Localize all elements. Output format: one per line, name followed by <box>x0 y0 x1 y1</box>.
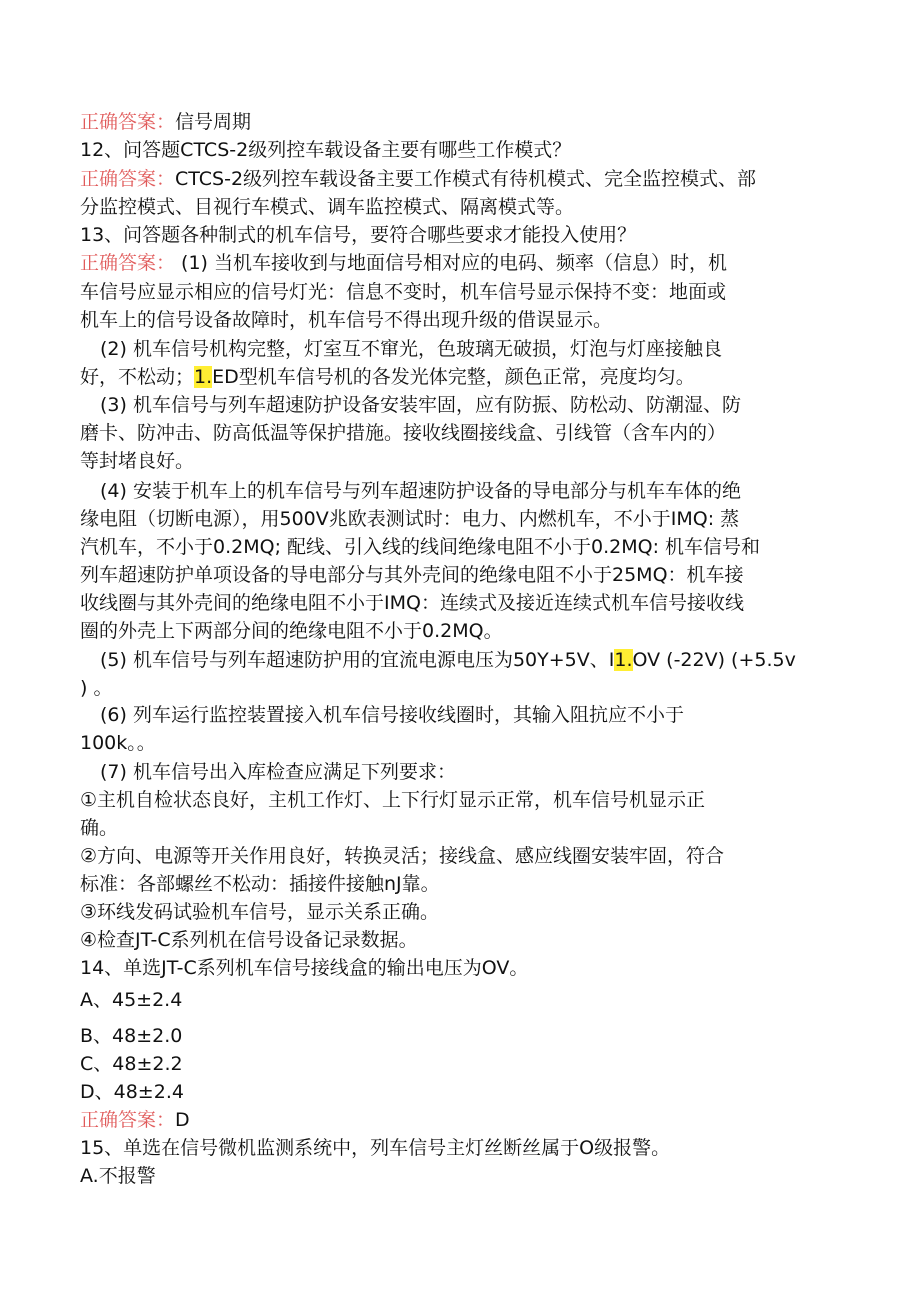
q14-question: 14、单选JT-C系列机车信号接线盒的输出电压为OV。 <box>80 957 529 979</box>
q13-p7-item: ③环线发码试验机车信号，显示关系正确。 <box>80 901 440 923</box>
q13-p4-line: 圈的外壳上下两部分间的绝缘电阻不小于0.2MQ。 <box>80 620 503 642</box>
q11-answer <box>80 108 251 136</box>
text-segment: OV (-22V) (+5.5v <box>632 649 796 671</box>
q13-p4-line: 汽机车，不小于0.2MQ; 配线、引入线的线间绝缘电阻不小于0.2MQ: 机车信号和 <box>80 536 761 558</box>
q13-p7-item: ①主机自检状态良好，主机工作灯、上下行灯显示正常，机车信号机显示正 <box>80 789 706 811</box>
q13-p7-item: ②方向、电源等开关作用良好，转换灵活；接线盒、感应线圈安装牢固，符合 <box>80 845 725 867</box>
q13-p5-line: ) 。 <box>80 677 113 699</box>
q14-option-a: A、45±2.4 <box>80 989 183 1011</box>
text-segment: (5) 机车信号与列车超速防护用的宜流电源电压为50Y+5V、I <box>100 649 615 671</box>
q14-option-c: C、48±2.2 <box>80 1053 183 1075</box>
q14-option-d: D、48±2.4 <box>80 1081 184 1103</box>
q13-p2-line <box>80 363 695 391</box>
text-segment: ED型机车信号机的各发光体完整，颜色正常，亮度均匀。 <box>212 366 695 388</box>
highlighted-text: 1. <box>614 649 633 671</box>
answer-text: (1) 当机车接收到与地面信号相对应的电码、频率（信息）时，机 <box>175 252 728 274</box>
q12-answer-line: 分监控模式、目视行车模式、调车监控模式、隔离模式等。 <box>80 196 575 218</box>
q13-p1-line: 机车上的信号设备故障时，机车信号不得出现升级的借误显示。 <box>80 309 613 331</box>
q13-p1-line: 车信号应显示相应的信号灯光：信息不变时，机车信号显示保持不变：地面或 <box>80 281 727 303</box>
q13-p7-line: (7) 机车信号出入库检查应满足下列要求： <box>100 761 456 783</box>
q13-p4-line: 收线圈与其外壳间的绝缘电阻不小于IMQ：连续式及接近连续式机车信号接收线 <box>80 592 744 614</box>
q13-p4-line: 缘电阻（切断电源），用500V兆欧表测试时：电力、内燃机车，不小于IMQ: 蒸 <box>80 508 740 530</box>
q15-option-a: A.不报警 <box>80 1165 156 1187</box>
q13-question: 13、问答题各种制式的机车信号，要符合哪些要求才能投入使用？ <box>80 224 637 246</box>
q13-p3-line: 磨卡、防冲击、防高低温等保护措施。接收线圈接线盒、引线管（含车内的） <box>80 422 727 444</box>
q12-answer <box>80 165 756 193</box>
answer-label: 正确答案： <box>80 252 176 274</box>
answer-text: D <box>175 1109 190 1131</box>
answer-label: 正确答案： <box>80 111 176 133</box>
q15-question: 15、单选在信号微机监测系统中，列车信号主灯丝断丝属于O级报警。 <box>80 1137 671 1159</box>
highlighted-text: 1. <box>194 366 213 388</box>
q13-p2-line: (2) 机车信号机构完整，灯室互不窜光，色玻璃无破损，灯泡与灯座接触良 <box>100 338 722 360</box>
q13-p6-line: (6) 列车运行监控装置接入机车信号接收线圈时，其输入阻抗应不小于 <box>100 704 684 726</box>
q13-p7-item: 标准：各部螺丝不松动：插接件接触nJ靠。 <box>80 873 440 895</box>
text-segment: 好，不松动； <box>80 366 195 388</box>
q13-p3-line: 等封堵良好。 <box>80 450 195 472</box>
q13-p3-line: (3) 机车信号与列车超速防护设备安装牢固，应有防振、防松动、防潮湿、防 <box>100 394 741 416</box>
q13-p7-item: 确。 <box>80 817 119 839</box>
q13-p4-line: (4) 安装于机车上的机车信号与列车超速防护设备的导电部分与机车车体的绝 <box>100 480 741 502</box>
answer-text: 信号周期 <box>175 111 252 133</box>
q12-question: 12、问答题CTCS-2级列控车载设备主要有哪些工作模式？ <box>80 139 572 161</box>
q13-answer <box>80 249 727 277</box>
q13-p5-line <box>100 646 796 674</box>
q13-p6-line: 100k。。 <box>80 732 156 754</box>
answer-label: 正确答案： <box>80 168 176 190</box>
answer-text: CTCS-2级列控车载设备主要工作模式有待机模式、完全监控模式、部 <box>175 168 757 190</box>
q14-option-b: B、48±2.0 <box>80 1025 183 1047</box>
q13-p7-item: ④检查JT-C系列机在信号设备记录数据。 <box>80 929 418 951</box>
q13-p4-line: 列车超速防护单项设备的导电部分与其外壳间的绝缘电阻不小于25MQ：机车接 <box>80 564 744 586</box>
q14-answer <box>80 1106 190 1134</box>
answer-label: 正确答案： <box>80 1109 176 1131</box>
